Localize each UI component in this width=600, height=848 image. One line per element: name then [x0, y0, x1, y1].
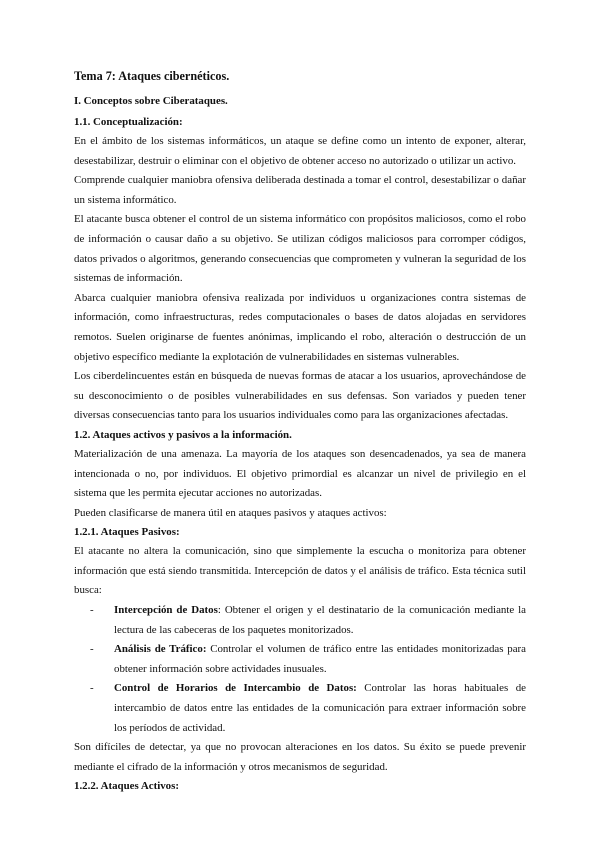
list-item-text: Controlar el volumen de tráfico entre las entidades monitorizadas para obtener información sobre actividades inusuales. [114, 643, 526, 675]
list-item-text: Controlar las horas habituales de intercambio de datos entre las entidades de la comunicación para extraer información sobre los períodos de actividad. [114, 682, 526, 734]
passive-attack-list [74, 601, 526, 738]
paragraph: El atacante busca obtener el control de un sistema informático con propósitos maliciosos, como el robo de información o causar daño a su objetivo. Se utilizan códigos maliciosos para corromper códigos, datos privados o algoritmos, generando consecuencias que comprometen y vulneran la seguridad de los sistemas de información. [74, 213, 526, 285]
list-item-term: Análisis de Tráfico: [114, 643, 207, 656]
subheading-1-2: 1.2. Ataques activos y pasivos a la información. [74, 428, 292, 441]
list-item [74, 601, 526, 640]
list-dash: - [90, 682, 94, 695]
paragraph: Los ciberdelincuentes están en búsqueda de nuevas formas de atacar a los usuarios, aprovechándose de su desconocimiento o de posibles vulnerabilidades en sus defensas. Son variados y pueden tener diversas consecuencias tanto para los usuarios individuales como para las organizaciones afectadas. [74, 370, 526, 422]
document-title: Tema 7: Ataques cibernéticos. [74, 69, 230, 83]
paragraph: Abarca cualquier maniobra ofensiva realizada por individuos u organizaciones contra sistemas de información, como infraestructuras, redes computacionales o bases de datos alojadas en servidores remotos. Suelen originarse de fuentes anónimas, implicando el robo, alteración o destrucción de un objetivo específico mediante la explotación de vulnerabilidades en sistemas vulnerables. [74, 291, 526, 363]
list-item-term: Intercepción de Datos [114, 604, 218, 617]
subheading-1-2-1: 1.2.1. Ataques Pasivos: [74, 526, 180, 539]
list-dash: - [90, 643, 94, 656]
list-item-text: : Obtener el origen y el destinatario de la comunicación mediante la lectura de las cabeceras de los paquetes monitorizados. [114, 604, 526, 636]
paragraph: Materialización de una amenaza. La mayoría de los ataques son desencadenados, ya sea de manera intencionada o no, por individuos. El objetivo primordial es alcanzar un nivel de privilegio en el sistema que les permita ejecutar acciones no autorizadas. [74, 447, 526, 500]
list-item [74, 679, 526, 738]
list-dash: - [90, 604, 94, 617]
paragraph: El atacante no altera la comunicación, sino que simplemente la escucha o monitoriza para obtener información que está siendo transmitida. Intercepción de datos y el análisis de tráfico. Esta técnica sutil busca: [74, 545, 526, 597]
section-heading-1: I. Conceptos sobre Ciberataques. [74, 95, 228, 107]
paragraph: En el ámbito de los sistemas informáticos, un ataque se define como un intento de exponer, alterar, desestabilizar, destruir o eliminar con el objetivo de obtener acceso no autorizado o utilizar un activo. [74, 135, 526, 167]
subheading-1-1: 1.1. Conceptualización: [74, 116, 183, 128]
list-item [74, 640, 526, 679]
paragraph: Son difíciles de detectar, ya que no provocan alteraciones en los datos. Su éxito se puede prevenir mediante el cifrado de la información y otros mecanismos de seguridad. [74, 741, 526, 773]
list-item-term: Control de Horarios de Intercambio de Datos: [114, 682, 357, 695]
paragraph: Comprende cualquier maniobra ofensiva deliberada destinada a tomar el control, desestabilizar o dañar un sistema informático. [74, 174, 526, 206]
subheading-1-2-2: 1.2.2. Ataques Activos: [74, 780, 179, 793]
paragraph: Pueden clasificarse de manera útil en ataques pasivos y ataques activos: [74, 506, 387, 519]
